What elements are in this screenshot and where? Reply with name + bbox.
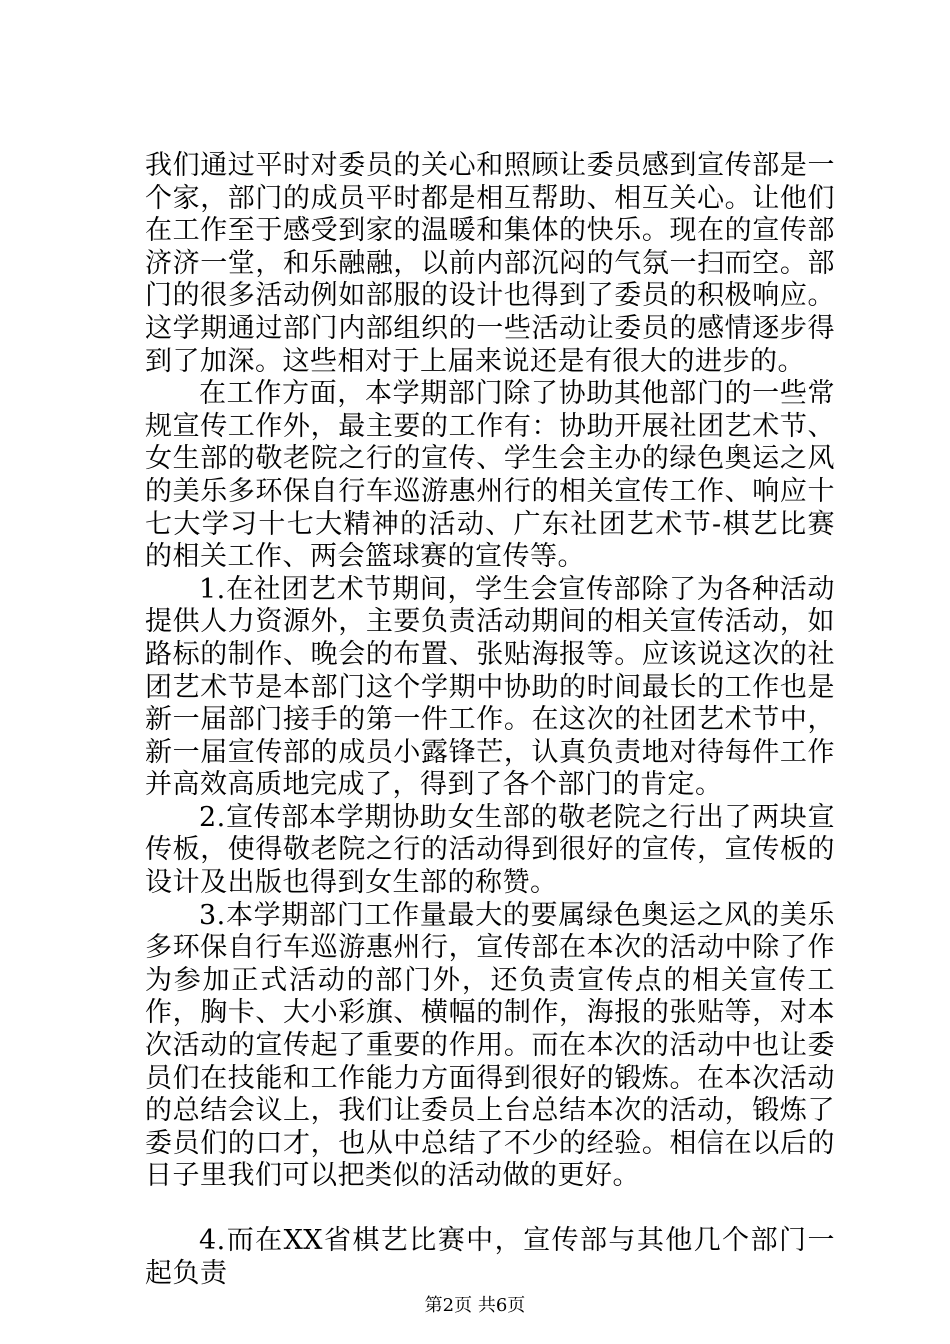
paragraph-item-2: 2.宣传部本学期协助女生部的敬老院之行出了两块宣传板，使得敬老院之行的活动得到很好的宣传，宣传板的设计及出版也得到女生部的称赞。 — [145, 801, 835, 899]
paragraph-item-3: 3.本学期部门工作量最大的要属绿色奥运之风的美乐多环保自行车巡游惠州行，宣传部在本次的活动中除了作为参加正式活动的部门外，还负责宣传点的相关宣传工作，胸卡、大小彩旗、横幅的制作，海报的张贴等，对本次活动的宣传起了重要的作用。而在本次的活动中也让委员们在技能和工作能力方面得到很好的锻炼。在本次活动的总结会议上，我们让委员上台总结本次的活动，锻炼了委员们的口才，也从中总结了不少的经验。相信在以后的日子里我们可以把类似的活动做的更好。 — [145, 899, 835, 1192]
paragraph-intro: 我们通过平时对委员的关心和照顾让委员感到宣传部是一个家，部门的成员平时都是相互帮助、相互关心。让他们在工作至于感受到家的温暖和集体的快乐。现在的宣传部济济一堂，和乐融融，以前内部沉闷的气氛一扫而空。部门的很多活动例如部服的设计也得到了委员的积极响应。这学期通过部门内部组织的一些活动让委员的感情逐步得到了加深。这些相对于上届来说还是有很大的进步的。 — [145, 150, 835, 377]
paragraph-item-4: 4.而在XX省棋艺比赛中，宣传部与其他几个部门一起负责 — [145, 1225, 835, 1289]
body-text — [145, 150, 835, 1290]
paragraph-item-1: 1.在社团艺术节期间，学生会宣传部除了为各种活动提供人力资源外，主要负责活动期间的相关宣传活动，如路标的制作、晚会的布置、张贴海报等。应该说这次的社团艺术节是本部门这个学期中协助的时间最长的工作也是新一届部门接手的第一件工作。在这次的社团艺术节中，新一届宣传部的成员小露锋芒，认真负责地对待每件工作并高效高质地完成了，得到了各个部门的肯定。 — [145, 573, 835, 801]
page-footer: 第2页 共6页 — [424, 1295, 526, 1316]
paragraph-work-overview: 在工作方面，本学期部门除了协助其他部门的一些常规宣传工作外，最主要的工作有：协助开展社团艺术节、女生部的敬老院之行的宣传、学生会主办的绿色奥运之风的美乐多环保自行车巡游惠州行的相关宣传工作、响应十七大学习十七大精神的活动、广东社团艺术节-棋艺比赛的相关工作、两会篮球赛的宣传等。 — [145, 378, 835, 573]
